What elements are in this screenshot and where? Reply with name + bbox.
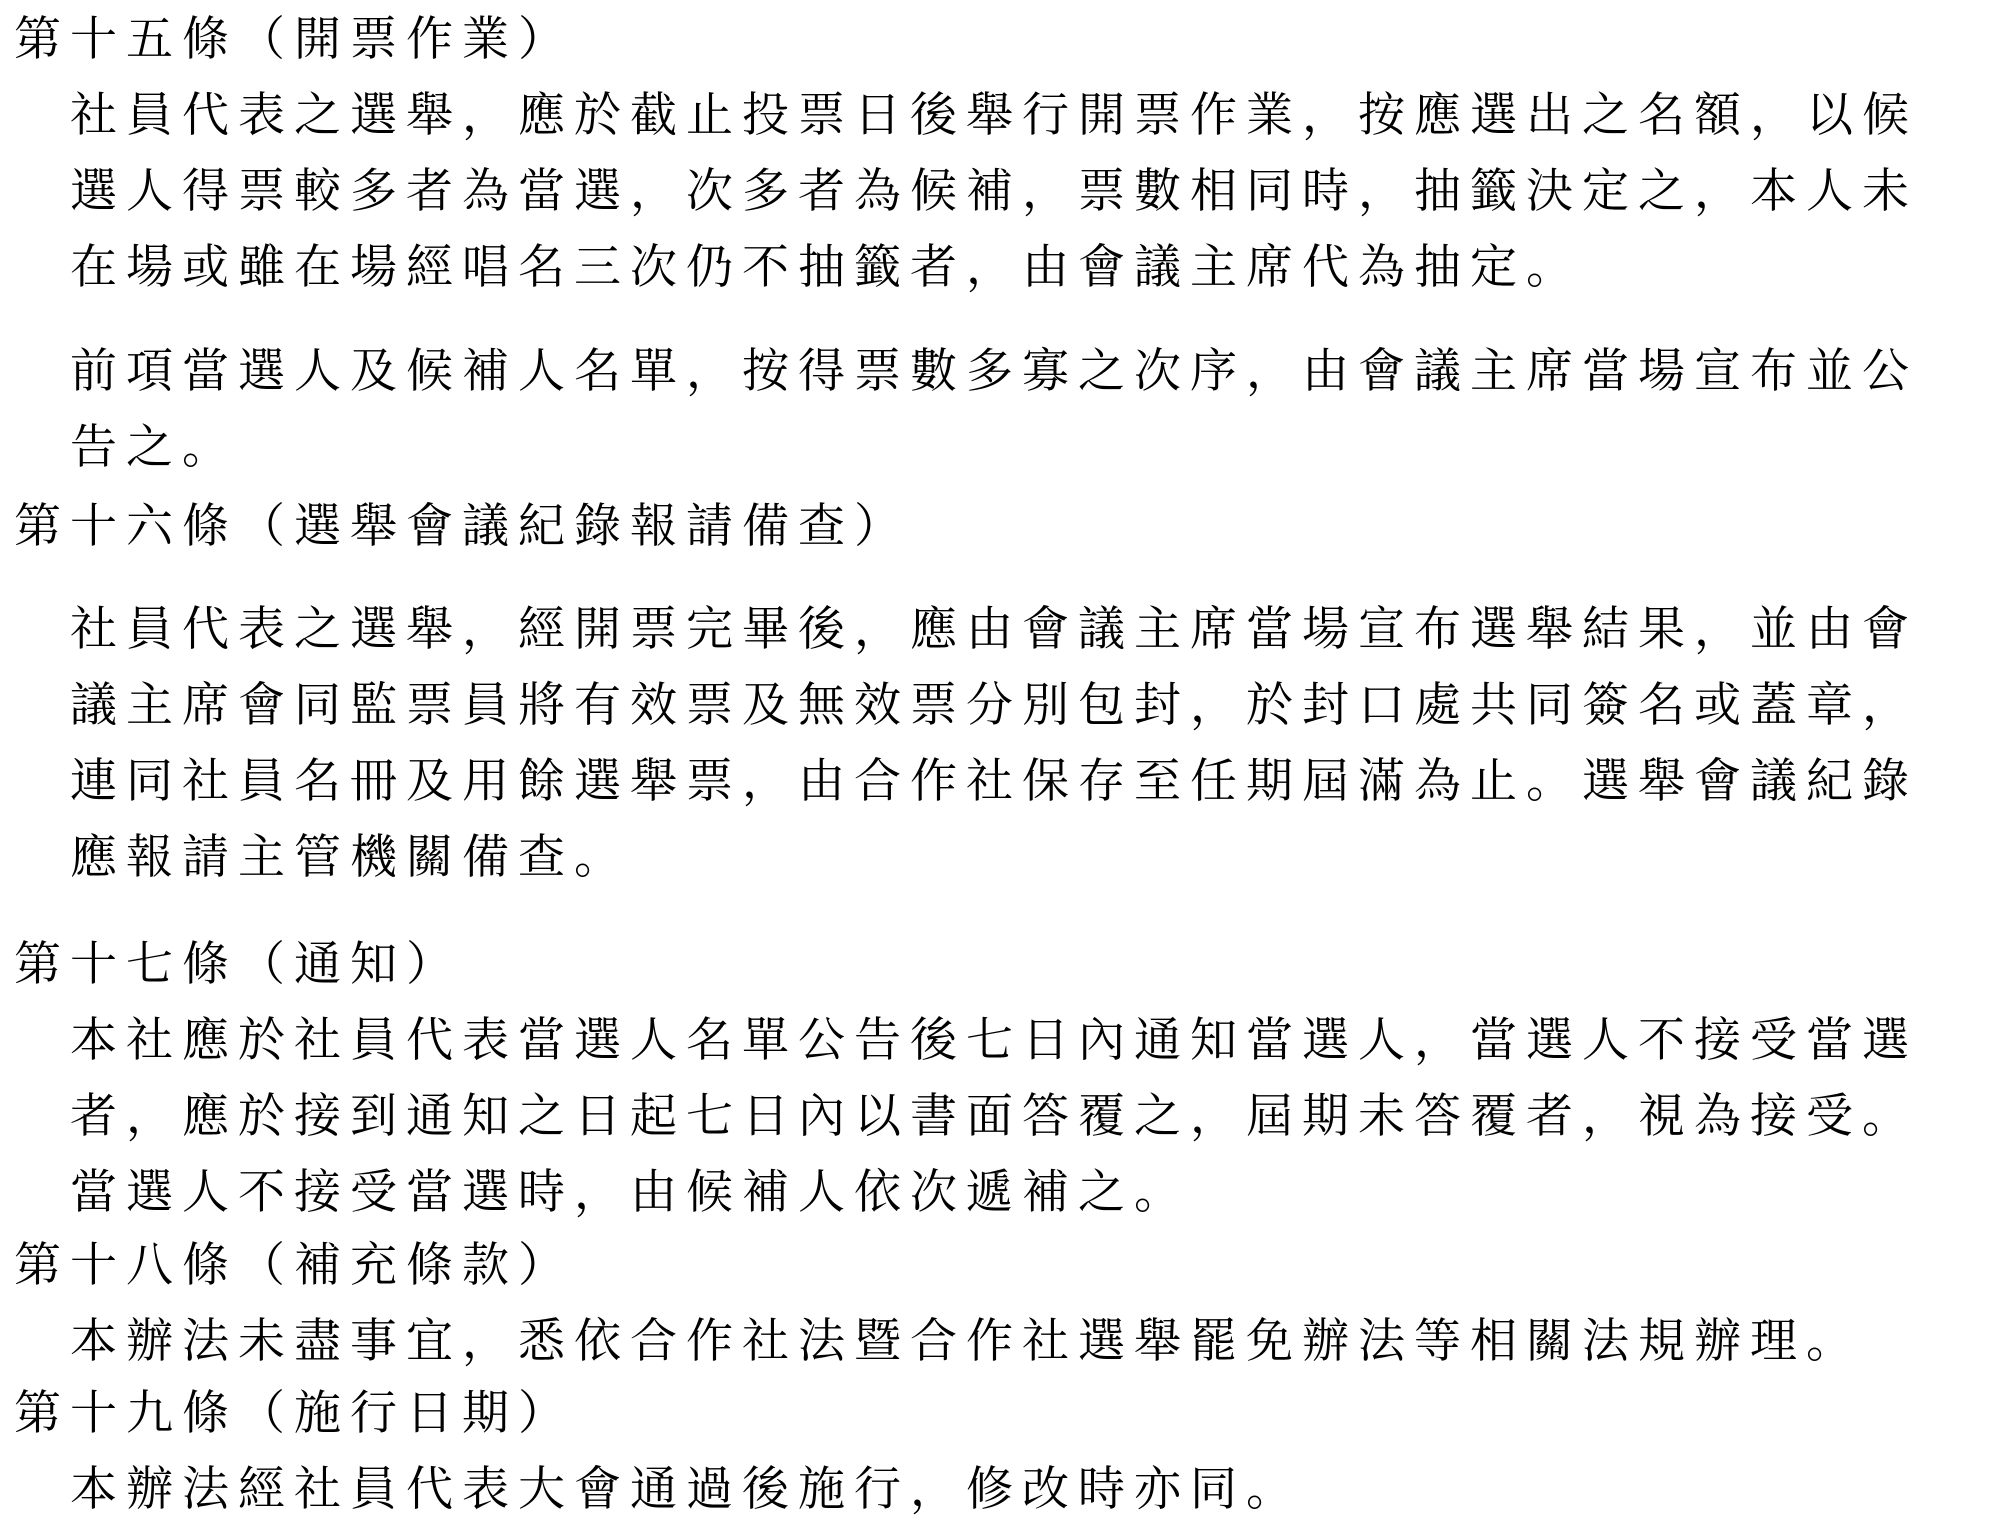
text-line: 當選人不接受當選時，由候補人依次遞補之。 <box>70 1165 1190 1220</box>
article-19-heading: 第十九條（施行日期） <box>14 1386 574 1441</box>
text-line: 本社應於社員代表當選人名單公告後七日內通知當選人，當選人不接受當選 <box>70 1013 1918 1068</box>
text-line: 應報請主管機關備查。 <box>70 830 630 885</box>
text-line: 本辦法經社員代表大會通過後施行，修改時亦同。 <box>70 1462 1302 1517</box>
text-line: 在場或雖在場經唱名三次仍不抽籤者，由會議主席代為抽定。 <box>70 240 1582 295</box>
text-line: 告之。 <box>70 420 238 475</box>
text-line: 連同社員名冊及用餘選舉票，由合作社保存至任期屆滿為止。選舉會議紀錄 <box>70 754 1918 809</box>
article-17-paragraph-1 <box>70 1003 2000 1231</box>
text-line: 本辦法未盡事宜，悉依合作社法暨合作社選舉罷免辦法等相關法規辦理。 <box>70 1314 1862 1369</box>
text-line: 前項當選人及候補人名單，按得票數多寡之次序，由會議主席當場宣布並公 <box>70 344 1918 399</box>
article-16-heading: 第十六條（選舉會議紀錄報請備查） <box>14 499 910 554</box>
article-19-paragraph-1 <box>70 1452 2000 1528</box>
article-15-heading: 第十五條（開票作業） <box>14 12 574 67</box>
article-15-paragraph-1 <box>70 78 2000 306</box>
article-17-heading: 第十七條（通知） <box>14 937 462 992</box>
article-15-paragraph-2 <box>70 334 2000 486</box>
article-16-paragraph-1 <box>70 592 2000 896</box>
article-18-paragraph-1 <box>70 1304 2000 1380</box>
text-line: 社員代表之選舉，應於截止投票日後舉行開票作業，按應選出之名額，以候 <box>70 88 1918 143</box>
text-line: 者，應於接到通知之日起七日內以書面答覆之，屆期未答覆者，視為接受。 <box>70 1089 1918 1144</box>
text-line: 議主席會同監票員將有效票及無效票分別包封，於封口處共同簽名或蓋章， <box>70 678 1918 733</box>
article-18-heading: 第十八條（補充條款） <box>14 1238 574 1293</box>
text-line: 社員代表之選舉，經開票完畢後，應由會議主席當場宣布選舉結果，並由會 <box>70 602 1918 657</box>
text-line: 選人得票較多者為當選，次多者為候補，票數相同時，抽籤決定之，本人未 <box>70 164 1918 219</box>
